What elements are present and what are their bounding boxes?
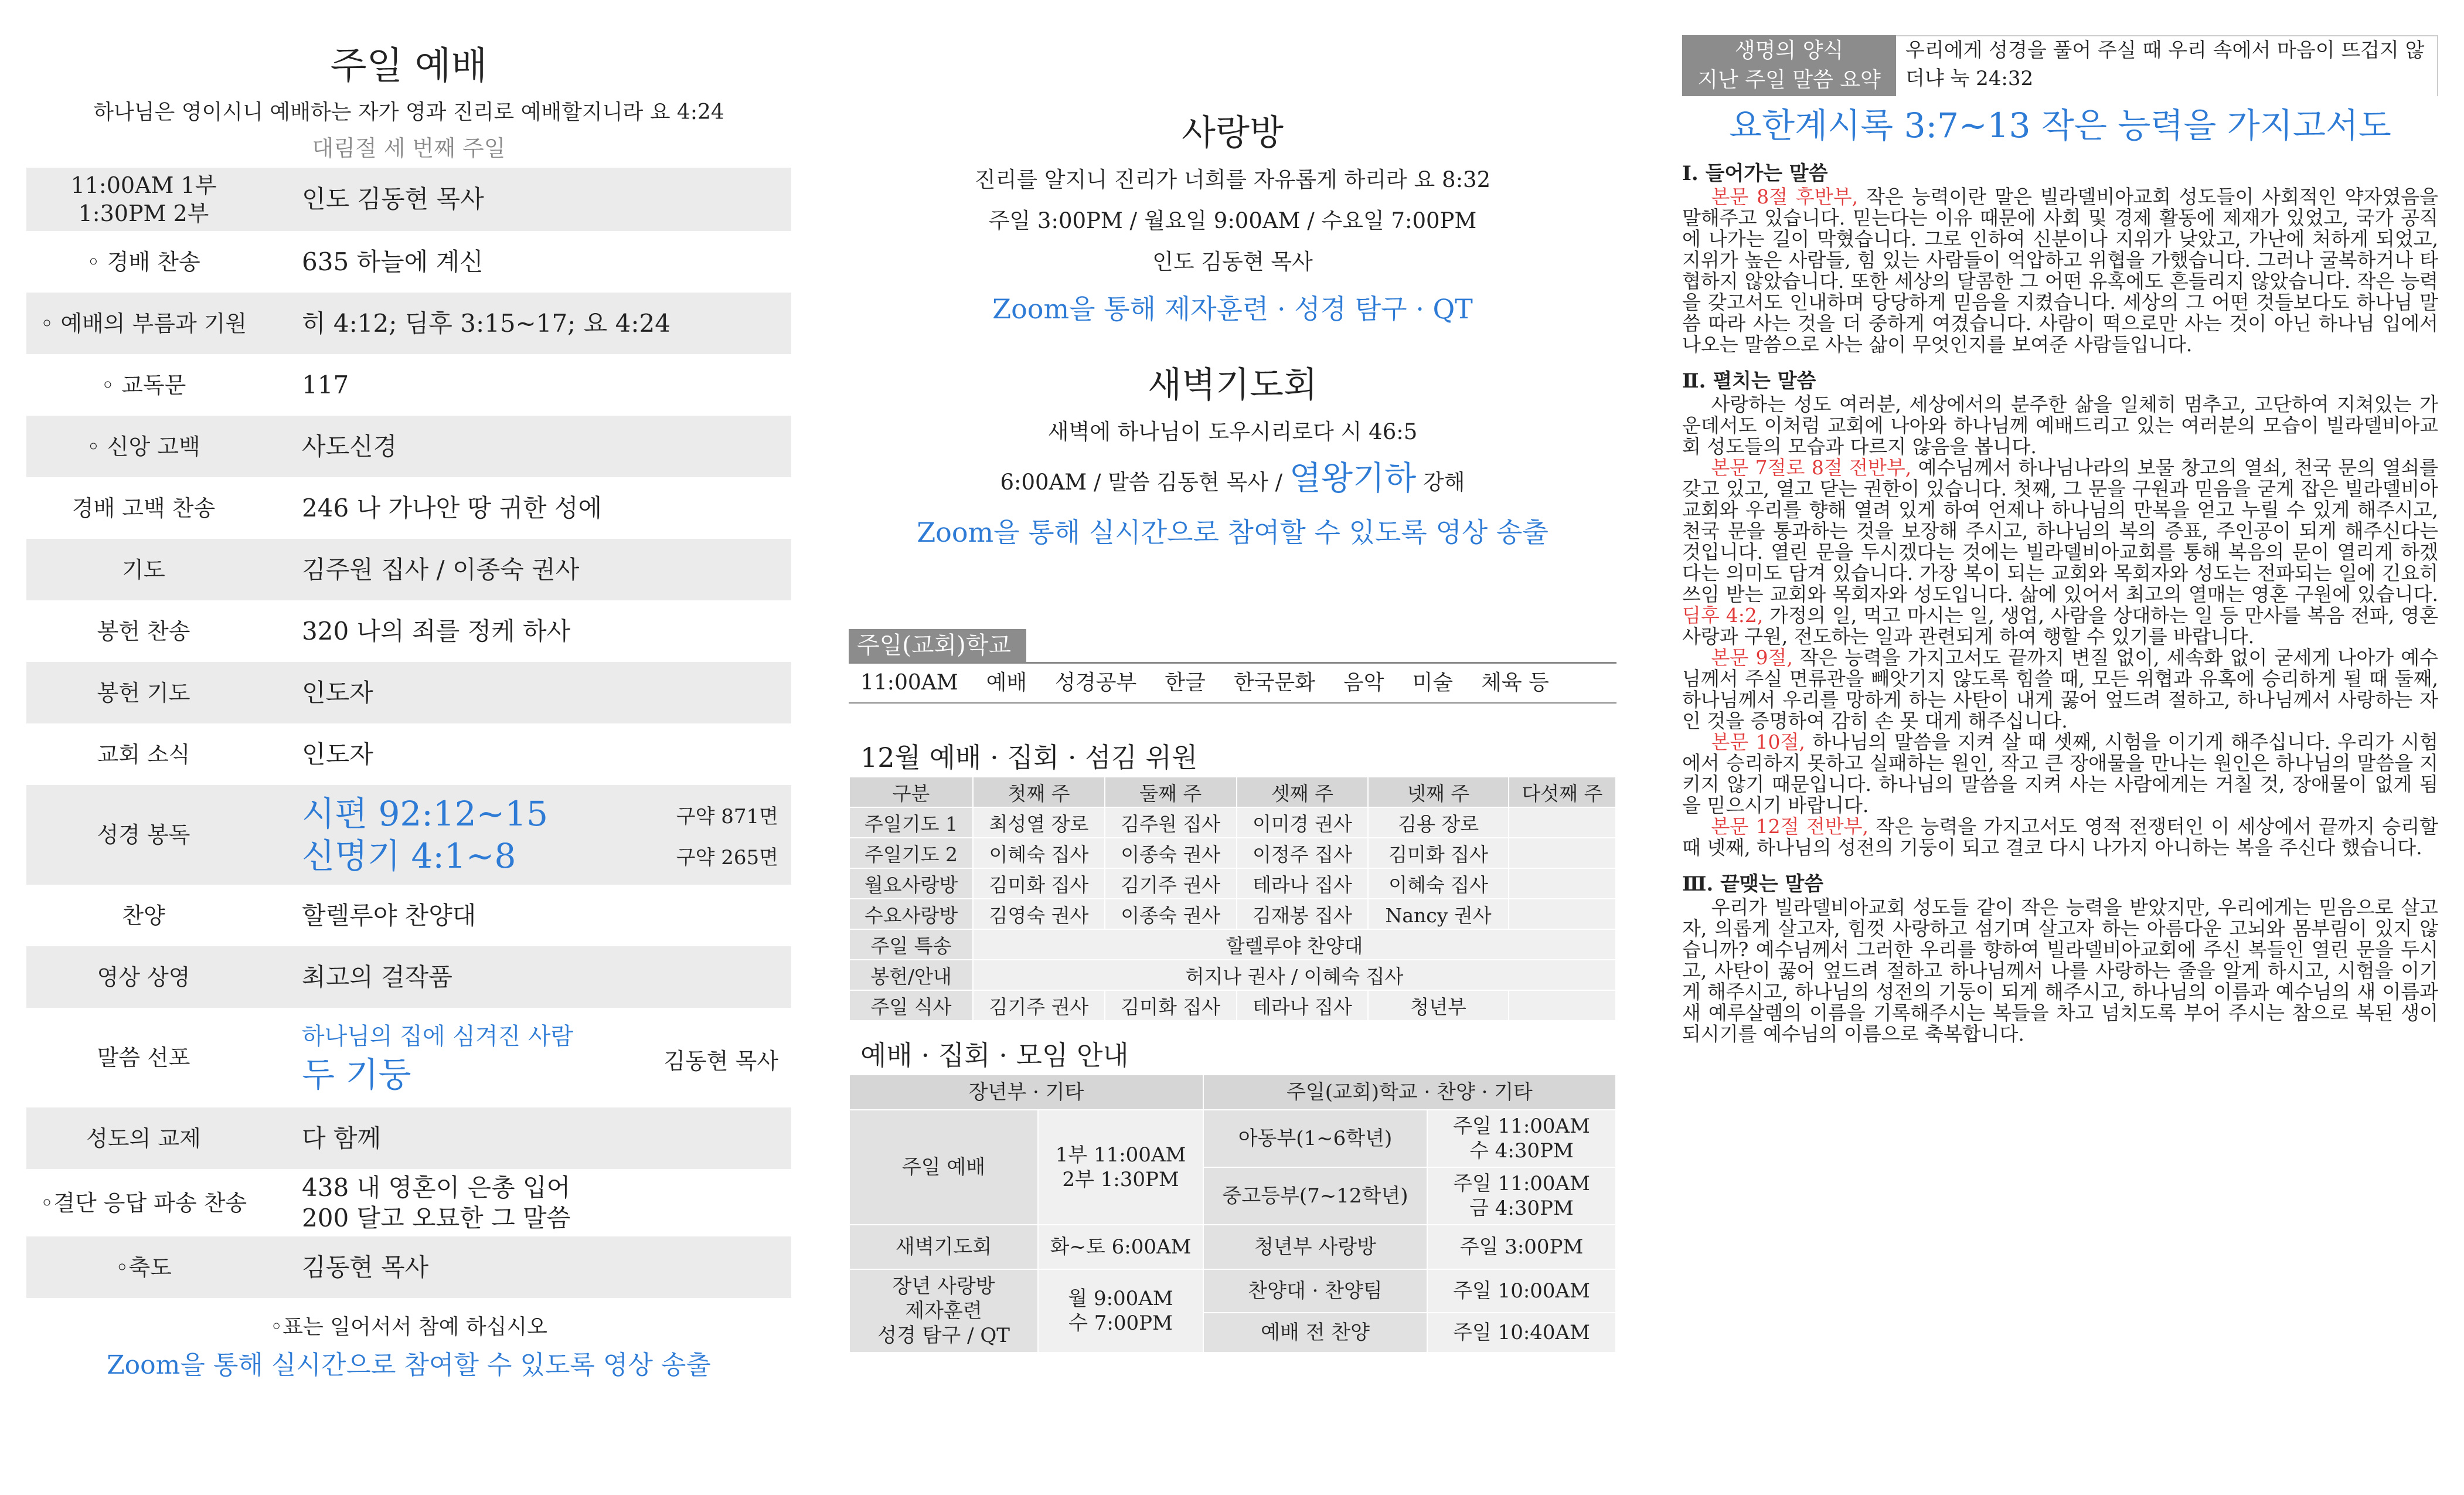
table-row: 새벽기도회 화~토 6:00AM 청년부 사랑방 주일 3:00PM bbox=[849, 1225, 1616, 1269]
table-row: 주일기도 1 최성열 장로 김주원 집사 이미경 권사 김용 장로 bbox=[849, 807, 1616, 838]
sarangbang-title: 사랑방 bbox=[1182, 113, 1284, 154]
scripture-2-page: 구약 265면 bbox=[676, 846, 778, 869]
section-1-body: 본문 8절 후반부, 작은 능력이란 말은 빌라델비아교회 성도들이 사회적인 약자였음을 말해주고 있습니다. 믿는다는 이유 때문에 사회 및 경제 활동에 제재가 있었고, 국가 공직에 나가는 길이 막혔습니다. 그로 인하여 신분이나 지위가 낮았고, 가난에 처하게 되었고, 지위가 높은 사람들, 힘 있는 사람들이 억압하고 위협을 가했습니다. 그러나 굴복하거나 타협하지 않았습니다. 또한 세상의 달콤한 그 어떤 유혹에도 흔들리지 않았습니다. 작은 능력을 갖고서도 인내하며 당당하게 믿음을 지켰습니다. 세상의 그 어떤 것들보다도 하나님 말씀 따라 사는 것을 더 중하게 여겼습니다. 사람이 떡으로만 사는 것이 아닌 하나님 입에서 나오는 말씀으로 사는 삶이 무엇인지를 보여준 사람들입니다. bbox=[1682, 185, 2439, 356]
table-row: 주일기도 2 이혜숙 집사 이종숙 권사 이정주 집사 김미화 집사 bbox=[849, 838, 1616, 868]
order-row: ◦ 교독문 117 bbox=[101, 370, 349, 399]
worship-week: 대림절 세 번째 주일 bbox=[312, 135, 506, 161]
table-row: 주일 예배 1부 11:00AM 2부 1:30PM 아동부(1~6학년) 주일 11:00AM 수 4:30PM bbox=[849, 1110, 1616, 1167]
order-row: 교회 소식 인도자 bbox=[97, 739, 373, 769]
scripture-1-page: 구약 871면 bbox=[676, 805, 778, 828]
order-row: 봉헌 찬송 320 나의 죄를 정케 하사 bbox=[97, 616, 571, 645]
order-row: 기도 김주원 집사 / 이종숙 권사 bbox=[26, 539, 791, 600]
summary-tag: 생명의 양식 지난 주일 말씀 요약 bbox=[1682, 35, 1896, 96]
table-row: 수요사랑방 김영숙 권사 이종숙 권사 김재봉 집사 Nancy 권사 bbox=[849, 899, 1616, 929]
closing-hymn-row: ◦결단 응답 파송 찬송 438 내 영혼이 은총 입어 200 달고 오묘한 그 말씀 bbox=[40, 1173, 571, 1232]
table-row: 주일 식사 김기주 권사 김미화 집사 테라나 집사 청년부 bbox=[849, 990, 1616, 1021]
service-leader: 인도 김동현 목사 bbox=[302, 185, 484, 213]
section-3-body: 우리가 빌라델비아교회 성도들 같이 작은 능력을 받았지만, 우리에게는 믿음으로 살고자, 의롭게 살고자, 힘껏 사랑하고 섬기며 살고자 하는 아름다운 고뇌와 몸부림이 있지 않습니까? 예수님께서 그러한 우리를 향하여 빌라델비아교회에 주신 복들인 열린 문을 두시고, 사탄이 꿇어 엎드려 절하고 하나님께서 나를 사랑하는 줄을 알게 하시고, 시험을 이기게 해주시고, 하나님의 성전의 기둥이 되게 해주시고, 하나님의 이름과 예수님의 새 이름과 새 예루살렘의 이름을 기록해주시는 복들을 차고 넘치도록 부어 주시는 참으로 복된 생이 되시기를 예수님의 이름으로 축복합니다. bbox=[1682, 896, 2438, 1045]
dawn-zoom: Zoom을 통해 실시간으로 참여할 수 있도록 영상 송출 bbox=[917, 517, 1548, 548]
section-2-body: 본문 9절, 작은 능력을 가지고서도 끝까지 변질 없이, 세속화 없이 굳세게 나아가 예수님께서 주실 면류관을 빼앗기지 않도록 힘쓸 때, 모든 위협과 유혹에 승리하게 될 때 둘째, 하나님께서 우리를 망하게 하는 사탄이 내게 꿇어 엎드려 절하고, 하나님께서 사랑하는 자인 것을 증명하여 감히 손 못 대게 해주십니다. bbox=[1682, 646, 2439, 732]
summary-header bbox=[1682, 35, 2438, 96]
worship-order-column bbox=[26, 0, 791, 1386]
meeting-guide-table bbox=[849, 1074, 1616, 1353]
sermon-row: 말씀 선포 하나님의 집에 심겨진 사람 두 기둥 김동현 목사 bbox=[26, 1008, 791, 1107]
worship-title: 주일 예배 bbox=[330, 45, 488, 88]
scripture-2: 신명기 4:1~8 bbox=[302, 836, 516, 876]
table-row: 주일 특송 할렐루야 찬양대 bbox=[849, 929, 1616, 960]
section-2-body: 본문 7절로 8절 전반부, 예수님께서 하나님나라의 보물 창고의 열쇠, 천국 문의 열쇠를 갖고 있고, 열고 닫는 권한이 있습니다. 첫째, 그 문을 구원과 믿음을 굳게 잡은 빌라델비아교회와 우리를 향해 열려 있게 하여 언제나 하나님의 만복을 얻고 누릴 수 있게 해주시고, 천국 문을 통과하는 것을 보장해 주시고, 하나님의 복의 증표, 주인공이 되게 해주신다는 것입니다. 열린 문을 두시겠다는 것에는 빌라델비아교회를 통해 복음의 문이 열리게 하겠다는 의미도 담겨 있습니다. 가장 복이 되는 교회와 목회자와 성도는 전파되는 일에 긴요히 쓰임 받는 교회와 목회자와 성도입니다. 삶에 있어서 최고의 열매는 영혼 구원에 있습니다. 딤후 4:2, 가정의 일, 먹고 마시는 일, 생업, 사람을 상대하는 일 등 만사를 복음 전파, 영혼 사랑과 구원, 전도하는 일과 관련되게 하여 행할 수 있기를 바랍니다. bbox=[1682, 456, 2438, 648]
table-row: 월요사랑방 김미화 집사 김기주 권사 테라나 집사 이혜숙 집사 bbox=[849, 868, 1616, 899]
scripture-1: 시편 92:12~15 bbox=[302, 794, 549, 834]
section-2-body: 본문 10절, 하나님의 말씀을 지켜 살 때 셋째, 시험을 이기게 해주십니다. 우리가 시험에서 승리하지 못하고 실패하는 원인, 작고 큰 장애물을 만나는 원인은 하나님의 말씀을 지키지 않기 때문입니다. 하나님의 말씀을 지켜 사는 사람에게는 거칠 것, 장애물이 없게 됨을 믿으시기 바랍니다. bbox=[1682, 730, 2438, 817]
school-header bbox=[849, 629, 1616, 664]
section-2-body: 본문 12절 전반부, 작은 능력을 가지고서도 영적 전쟁터인 이 세상에서 끝까지 승리할 때 넷째, 하나님의 성전의 기둥이 되고 결코 다시 나가지 아니하는 복을 주신다 했습니다. bbox=[1682, 815, 2438, 859]
section-2-body: 사랑하는 성도 여러분, 세상에서의 분주한 삶을 일체히 멈추고, 고단하여 지쳐있는 가운데서도 이처럼 교회에 나아와 하나님께 예배드리고 있는 여러분의 모습이 빌라델비아교회 성도들의 모습과 다르지 않음을 봅니다. bbox=[1682, 393, 2438, 458]
worship-verse: 하나님은 영이시니 예배하는 자가 영과 진리로 예배할지니라 요 4:24 bbox=[93, 100, 724, 124]
order-row: 찬양 할렐루야 찬양대 bbox=[122, 901, 477, 930]
sarangbang-verse: 진리를 알지니 진리가 너희를 자유롭게 하리라 요 8:32 bbox=[974, 167, 1491, 192]
order-row: ◦ 예배의 부름과 기원 히 4:12; 딤후 3:15~17; 요 4:24 bbox=[26, 293, 791, 354]
sermon-summary-column bbox=[1682, 35, 2438, 1045]
dawn-prayer-title: 새벽기도회 bbox=[1148, 365, 1318, 406]
order-row: 성도의 교제 다 함께 bbox=[26, 1107, 791, 1169]
dawn-prayer-schedule: 6:00AM / 말씀 김동현 목사 / 열왕기하 강해 bbox=[1000, 460, 1465, 498]
section-heading-1: Ⅰ. 들어가는 말씀 bbox=[1682, 162, 1828, 185]
duty-title: 12월 예배 · 집회 · 섬김 위원 bbox=[860, 742, 1198, 773]
school-tag: 주일(교회)학교 bbox=[849, 629, 1026, 662]
preacher: 김동현 목사 bbox=[663, 1048, 778, 1074]
service-time-row bbox=[26, 168, 791, 231]
order-row: 영상 상영 최고의 걸작품 bbox=[26, 946, 791, 1008]
summary-title: 요한계시록 3:7~13 작은 능력을 가지고서도 bbox=[1729, 106, 2391, 145]
order-row: ◦ 신앙 고백 사도신경 bbox=[26, 416, 791, 477]
order-row: ◦ 경배 찬송 635 하늘에 계신 bbox=[87, 247, 484, 276]
table-row: 봉헌/안내 허지나 권사 / 이혜숙 집사 bbox=[849, 960, 1616, 990]
summary-header-verse: 우리에게 성경을 풀어 주실 때 우리 속에서 마음이 뜨겁지 않더냐 눅 24:32 bbox=[1896, 35, 2438, 96]
guide-title: 예배 · 집회 · 모임 안내 bbox=[860, 1039, 1129, 1071]
service-times: 11:00AM 1부 1:30PM 2부 bbox=[70, 172, 217, 226]
order-row: 경배 고백 찬송 246 나 가나안 땅 귀한 성에 bbox=[72, 493, 603, 522]
order-row: 봉헌 기도 인도자 bbox=[26, 662, 791, 723]
table-row: 장년부 · 기타 주일(교회)학교 · 찬양 · 기타 bbox=[849, 1075, 1616, 1110]
sermon-title: 두 기둥 bbox=[302, 1055, 411, 1095]
section-heading-3: Ⅲ. 끝맺는 말씀 bbox=[1682, 872, 1824, 896]
sarangbang-leader: 인도 김동현 목사 bbox=[1152, 249, 1313, 274]
standing-note: ◦표는 일어서서 참예 하십시오 bbox=[270, 1315, 547, 1339]
dawn-book: 열왕기하 bbox=[1289, 460, 1417, 498]
dawn-prayer-verse: 새벽에 하나님이 도우시리로다 시 46:5 bbox=[1047, 419, 1418, 444]
benediction-row: ◦축도 김동현 목사 bbox=[26, 1236, 791, 1298]
table-row: 구분 첫째 주 둘째 주 셋째 주 넷째 주 다섯째 주 bbox=[849, 777, 1616, 807]
scripture-reading-row: 성경 봉독 시편 92:12~15 신명기 4:1~8 구약 871면 구약 265면 bbox=[26, 785, 791, 885]
school-subjects: 11:00AM 예배 성경공부 한글 한국문화 음악 미술 체육 등 bbox=[860, 671, 1549, 695]
section-heading-2: Ⅱ. 펼치는 말씀 bbox=[1682, 369, 1816, 393]
table-row: 중고등부(7~12학년) 주일 11:00AM 금 4:30PM bbox=[849, 1167, 1616, 1225]
worship-zoom-note: Zoom을 통해 실시간으로 참여할 수 있도록 영상 송출 bbox=[107, 1350, 711, 1380]
table-row: 예배 전 찬양 주일 10:40AM bbox=[849, 1313, 1616, 1353]
duty-table bbox=[849, 776, 1616, 1021]
table-row: 장년 사랑방 제자훈련 성경 탐구 / QT 월 9:00AM 수 7:00PM 찬양대 · 찬양팀 주일 10:00AM bbox=[849, 1269, 1616, 1313]
sarangbang-zoom: Zoom을 통해 제자훈련 · 성경 탐구 · QT bbox=[992, 293, 1473, 325]
meetings-column bbox=[849, 0, 1616, 1353]
sarangbang-times: 주일 3:00PM / 월요일 9:00AM / 수요일 7:00PM bbox=[988, 208, 1477, 233]
sermon-subtitle: 하나님의 집에 심겨진 사람 bbox=[302, 1023, 574, 1050]
